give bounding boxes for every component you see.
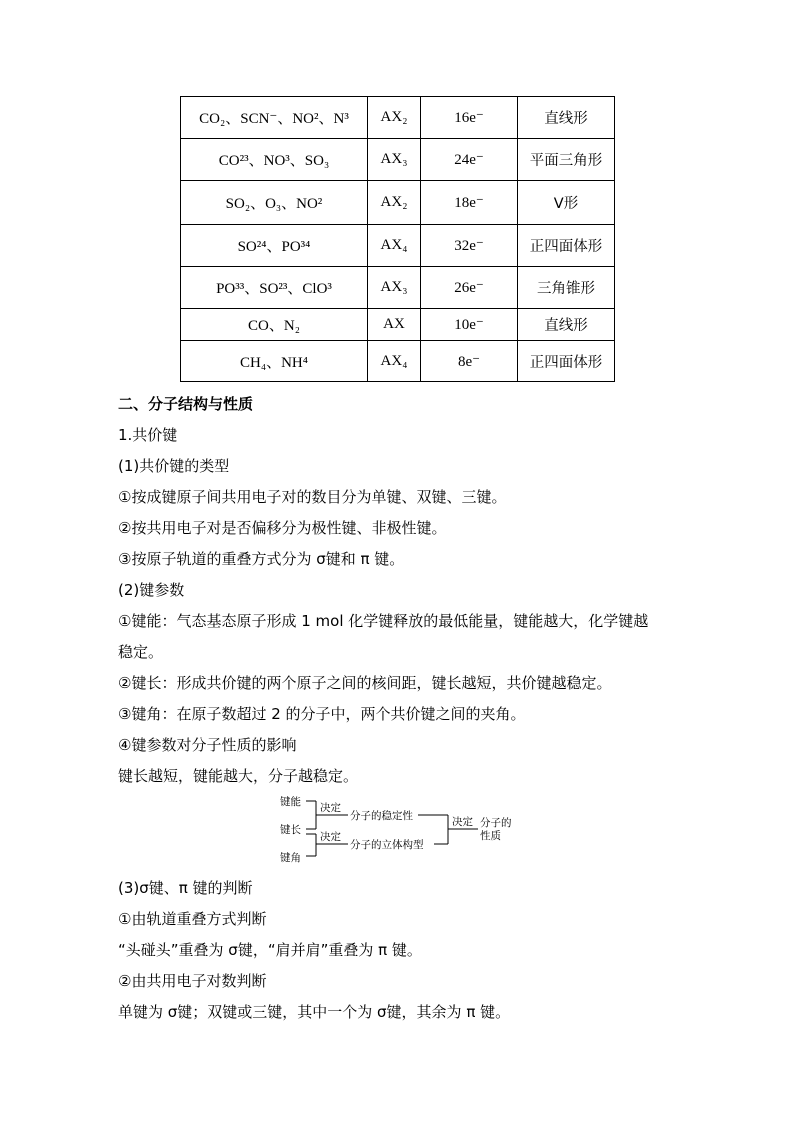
table-row: [181, 309, 615, 341]
cell-electrons: 8e⁻: [421, 341, 518, 382]
paragraph: (2)键参数: [118, 581, 185, 599]
cell-species: PO³³、SO²³、ClO³: [181, 267, 368, 309]
label-decide-2: 决定: [320, 831, 341, 843]
cell-type: AX: [368, 309, 421, 341]
cell-shape: 三角锥形: [518, 267, 615, 309]
table-body: [181, 97, 615, 382]
cell-type: AX₃: [368, 267, 421, 309]
paragraph: “头碰头”重叠为 σ键，“肩并肩”重叠为 π 键。: [118, 941, 422, 959]
paragraph: ②由共用电子对数判断: [118, 972, 267, 990]
paragraph: 键长越短，键能越大，分子越稳定。: [118, 767, 359, 785]
cell-electrons: 32e⁻: [421, 225, 518, 267]
bond-parameter-diagram: [278, 792, 528, 868]
paragraph: ③键角：在原子数超过 2 的分子中，两个共价键之间的夹角。: [118, 705, 526, 723]
cell-shape: 直线形: [518, 309, 615, 341]
cell-shape: 平面三角形: [518, 139, 615, 181]
paragraph: 稳定。: [118, 643, 164, 661]
paragraph: 单键为 σ键；双键或三键，其中一个为 σ键，其余为 π 键。: [118, 1003, 511, 1021]
paragraph: (1)共价键的类型: [118, 457, 230, 475]
cell-species: CO₂、SCN⁻、NO²、N³: [181, 97, 368, 139]
cell-type: AX₃: [368, 139, 421, 181]
cell-shape: 正四面体形: [518, 225, 615, 267]
table-row: [181, 267, 615, 309]
cell-type: AX₄: [368, 225, 421, 267]
label-geometry: 分子的立体构型: [350, 839, 424, 851]
table-row: [181, 97, 615, 139]
paragraph: ②按共用电子对是否偏移分为极性键、非极性键。: [118, 519, 447, 537]
paragraph: ①键能：气态基态原子形成 1 mol 化学键释放的最低能量，键能越大，化学键越: [118, 612, 649, 630]
subheading-covalent-bond: 1.共价键: [118, 426, 178, 444]
cell-electrons: 18e⁻: [421, 181, 518, 225]
cell-type: AX₂: [368, 181, 421, 225]
label-decide-3: 决定: [452, 816, 473, 828]
cell-type: AX₄: [368, 341, 421, 382]
label-stability: 分子的稳定性: [350, 810, 413, 822]
cell-electrons: 16e⁻: [421, 97, 518, 139]
cell-species: CO、N₂: [181, 309, 368, 341]
paragraph: ①由轨道重叠方式判断: [118, 910, 267, 928]
cell-electrons: 26e⁻: [421, 267, 518, 309]
label-bond-angle: 键角: [280, 852, 301, 864]
table-row: [181, 341, 615, 382]
paragraph: ④键参数对分子性质的影响: [118, 736, 297, 754]
label-properties-1: 分子的: [480, 817, 512, 829]
cell-species: CO²³、NO³、SO₃: [181, 139, 368, 181]
cell-shape: 正四面体形: [518, 341, 615, 382]
label-properties-2: 性质: [480, 830, 501, 842]
cell-species: CH₄、NH⁴: [181, 341, 368, 382]
table-row: [181, 225, 615, 267]
molecule-table: [180, 96, 615, 382]
paragraph: ②键长：形成共价键的两个原子之间的核间距，键长越短，共价键越稳定。: [118, 674, 612, 692]
cell-type: AX₂: [368, 97, 421, 139]
paragraph: ③按原子轨道的重叠方式分为 σ键和 π 键。: [118, 550, 405, 568]
cell-shape: 直线形: [518, 97, 615, 139]
paragraph: (3)σ键、π 键的判断: [118, 879, 253, 897]
table-row: [181, 181, 615, 225]
table-row: [181, 139, 615, 181]
cell-electrons: 24e⁻: [421, 139, 518, 181]
label-decide-1: 决定: [320, 802, 341, 814]
cell-species: SO²⁴、PO³⁴: [181, 225, 368, 267]
label-bond-energy: 键能: [280, 796, 301, 808]
cell-species: SO₂、O₃、NO²: [181, 181, 368, 225]
cell-shape: V形: [518, 181, 615, 225]
cell-electrons: 10e⁻: [421, 309, 518, 341]
section-heading: 二、分子结构与性质: [118, 395, 254, 413]
paragraph: ①按成键原子间共用电子对的数目分为单键、双键、三键。: [118, 488, 507, 506]
label-bond-length: 键长: [280, 824, 301, 836]
